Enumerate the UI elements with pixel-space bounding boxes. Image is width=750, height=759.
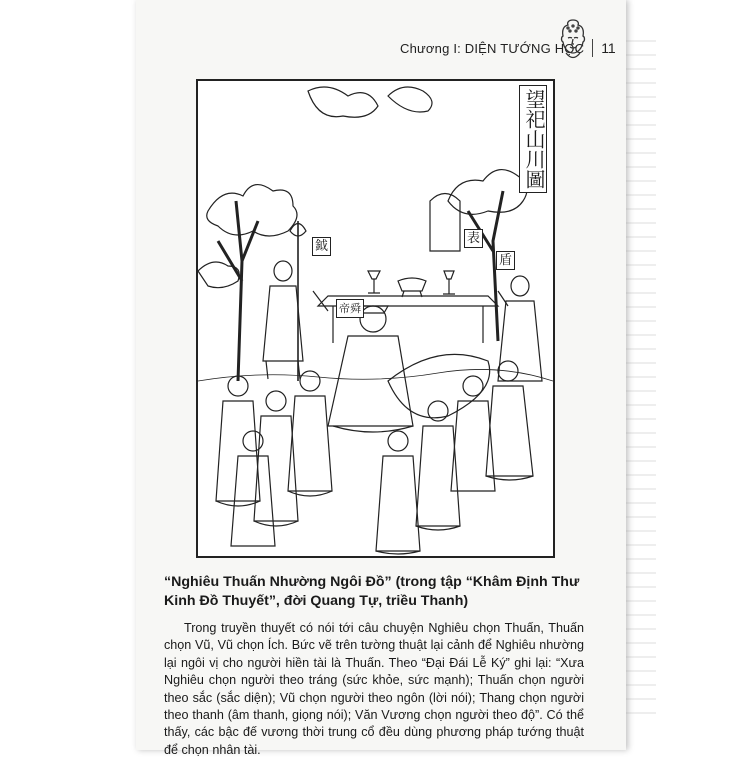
illustration-frame xyxy=(196,79,555,558)
next-page-bleed xyxy=(626,40,656,720)
label-emperor-shun: 帝舜 xyxy=(336,299,364,318)
body-paragraph: Trong truyền thuyết có nói tới câu chuyện Nghiêu chọn Thuấn, Thuấn chọn Vũ, Vũ chọn Ích. Bức vẽ trên tường thuật lại cảnh để Nghiêu nhường lại ngôi vị cho người hiền tài là Thuấn. Theo “Đại Đái Lễ Ký” ghi lại: “Xưa Nghiêu chọn người theo tráng (sức khỏe, sức mạnh); Thuấn chọn người theo sắc (sắc diện); Vũ chọn người theo ngôn (lời nói); Thang chọn người theo thanh (âm thanh, giọng nói); Văn Vương chọn người theo độ”. Có thể thấy, các bậc đế vương thời trung cổ đều dùng phương pháp tướng thuật để chọn nhân tài. xyxy=(164,621,584,757)
scroll-title: 望祀山川圖 xyxy=(519,85,547,193)
figure-caption: “Nghiêu Thuấn Nhường Ngôi Đồ” (trong tập “Khâm Định Thư Kinh Đồ Thuyết”, đời Quang Tự, triều Thanh) xyxy=(164,574,580,609)
body-text xyxy=(164,620,584,759)
page-number: 11 xyxy=(601,40,616,56)
chapter-title: Chương I: DIỆN TƯỚNG HỌC xyxy=(400,40,585,56)
ceremony-drawing xyxy=(198,81,553,556)
buddha-head-icon xyxy=(556,18,590,62)
label-yue: 鉞 xyxy=(312,237,331,256)
label-dun: 盾 xyxy=(496,251,515,270)
header-divider xyxy=(592,39,593,57)
label-biao: 表 xyxy=(464,229,483,248)
